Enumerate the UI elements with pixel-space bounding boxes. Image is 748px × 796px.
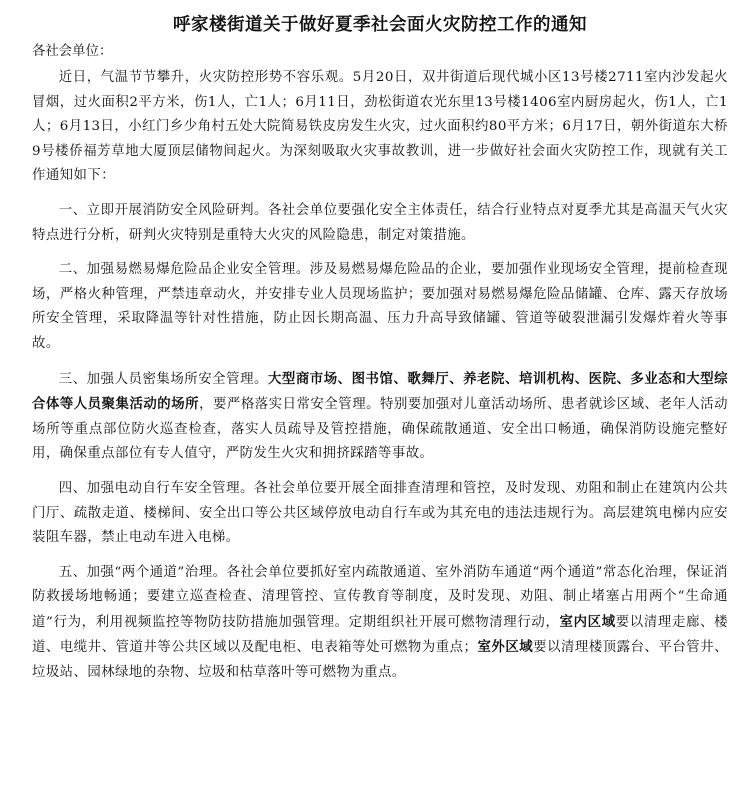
item-5-paragraph	[32, 561, 728, 686]
item-2-paragraph: 二、加强易燃易爆危险品企业安全管理。涉及易燃易爆危险品的企业，要加强作业现场安全管理，提前检查现场，严格火种管理，严禁违章动火，并安排专业人员现场监护；要加强对易燃易爆危险品储罐、仓库、露天存放场所安全管理，采取降温等针对性措施，防止因长期高温、压力升高导致储罐、管道等破裂泄漏引发爆炸着火等事故。	[32, 262, 728, 351]
item-5-lead: 五、加强“两个通道”治理。各社会单位要抓好室内疏散通道、室外消防车通道“两个通道”常态化治理，保证消防救援场地畅通；要建立巡查检查、清理管控、宣传教育等制度，及时发现、劝阻、制止堵塞占用两个“生命通道”行为，利用视频监控等物防技防措施加强管理。定期组织社开展可燃物清理行动，	[32, 564, 728, 630]
item-3-bold-venues: 大型商市场、图书馆、歌舞厅、养老院、培训机构、医院、多业态和大型综合体等人员聚集活动的场所	[32, 370, 728, 413]
salutation: 各社会单位：	[32, 44, 113, 59]
item-3-lead: 三、加强人员密集场所安全管理。	[58, 371, 268, 387]
document-title: 呼家楼街道关于做好夏季社会面火灾防控工作的通知	[173, 15, 587, 35]
item-5-rest: 要以清理楼顶露台、平台管井、垃圾站、园林绿地的杂物、垃圾和枯草落叶等可燃物为重点。	[32, 640, 728, 681]
item-3-paragraph	[32, 367, 728, 467]
intro-paragraph: 近日，气温节节攀升，火灾防控形势不容乐观。5月20日，双井街道后现代城小区13号楼2711室内沙发起火冒烟，过火面积2平方米，伤1人，亡1人；6月11日，劲松街道农光东里13号楼1406室内厨房起火，伤1人，亡1人；6月13日，小红门乡少角村五处大院简易铁皮房发生火灾，过火面积约80平方米；6月17日，朝外街道东大桥9号楼侨福芳草地大厦顶层储物间起火。为深刻吸取火灾事故教训，进一步做好社会面火灾防控工作，现就有关工作通知如下：	[32, 70, 728, 184]
item-1-paragraph: 一、立即开展消防安全风险研判。各社会单位要强化安全主体责任，结合行业特点对夏季尤其是高温天气火灾特点进行分析，研判火灾特别是重特大火灾的风险隐患，制定对策措施。	[32, 202, 728, 243]
item-5-bold-indoor: 室内区域	[559, 613, 616, 630]
item-4-paragraph: 四、加强电动自行车安全管理。各社会单位要开展全面排查清理和管控，及时发现、劝阻和制止在建筑内公共门厅、疏散走道、楼梯间、安全出口等公共区域停放电动自行车或为其充电的违法违规行为。高层建筑电梯内应安装阻车器，禁止电动车进入电梯。	[32, 480, 728, 546]
item-3-rest: ，要严格落实日常安全管理。特别要加强对儿童活动场所、患者就诊区域、老年人活动场所等重点部位防火巡查检查，落实人员疏导及管控措施，确保疏散通道、安全出口畅通，确保消防设施完整好用，确保重点部位有专人值守，严防发生火灾和拥挤踩踏等事故。	[32, 397, 728, 462]
item-5-bold-outdoor: 室外区域	[477, 639, 534, 656]
item-5-mid: 要以清理走廊、楼道、电缆井、管道井等公共区域以及配电柜、电表箱等处可燃物为重点；	[32, 614, 728, 656]
